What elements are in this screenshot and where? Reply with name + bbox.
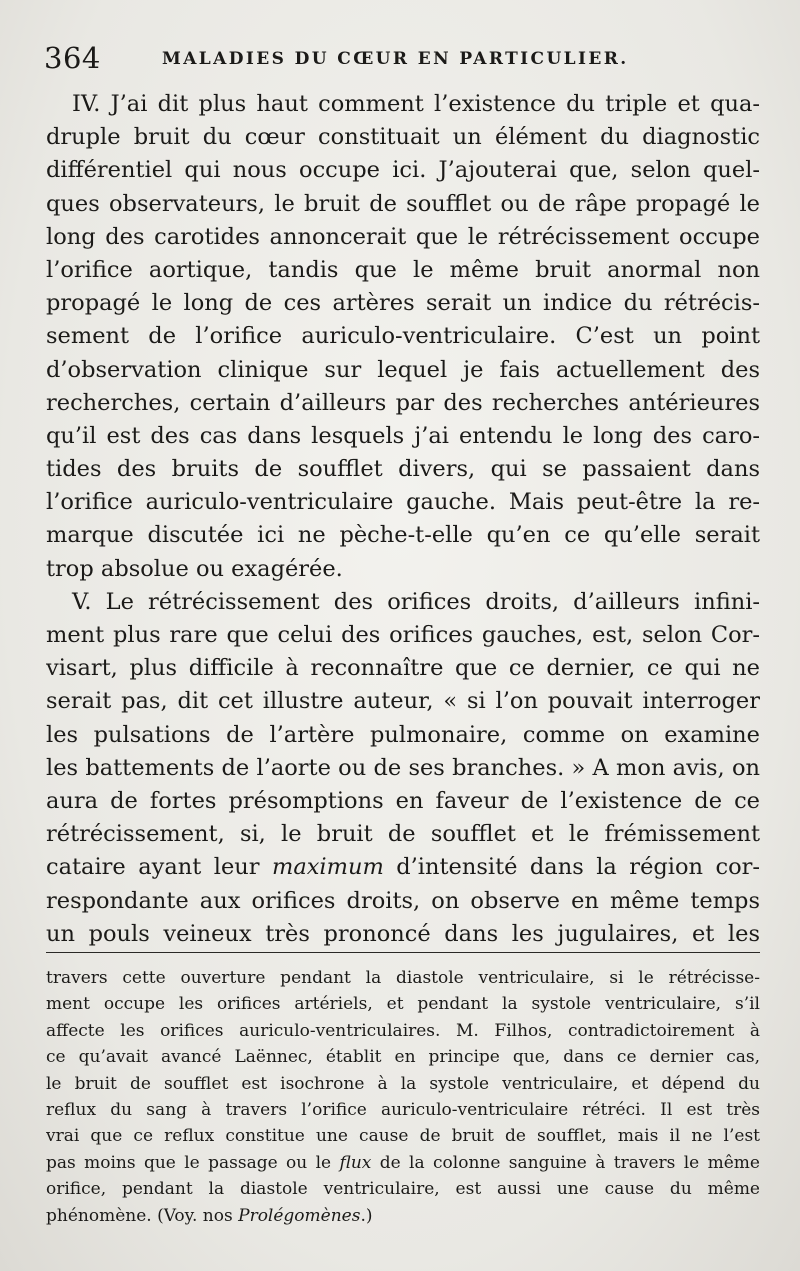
body-line: V. Le rétrécissement des orifices droits, d’ailleurs infini- (72, 588, 760, 615)
body-line: serait pas, dit cet illustre auteur, « si l’on pouvait interroger (46, 688, 760, 715)
body-line: un pouls veineux très prononcé dans les jugulaires, et les (46, 920, 760, 947)
body-line: aura de fortes présomptions en faveur de l’existence de ce (46, 787, 760, 814)
body-line: les battements de l’aorte ou de ses branches. » A mon avis, on (46, 754, 760, 781)
body-line: d’observation clinique sur lequel je fais actuellement des (46, 356, 760, 383)
body-line: ques observateurs, le bruit de soufflet ou de râpe propagé le (46, 190, 760, 217)
footnote-line: orifice, pendant la diastole ventriculaire, est aussi une cause du même (46, 1179, 760, 1200)
body-line: druple bruit du cœur constituait un élément du diagnostic (46, 124, 760, 151)
body-line: l’orifice auriculo-ventriculaire gauche. Mais peut-être la re- (46, 489, 760, 516)
body-line: qu’il est des cas dans lesquels j’ai entendu le long des caro- (46, 422, 760, 449)
line-text: cataire ayant leur (46, 854, 272, 881)
footnote-line: travers cette ouverture pendant la diastole ventriculaire, si le rétrécisse- (46, 968, 760, 988)
body-line: les pulsations de l’artère pulmonaire, comme on examine (46, 721, 760, 748)
body-line: IV. J’ai dit plus haut comment l’existence du triple et qua- (72, 91, 760, 117)
main-text (46, 88, 760, 951)
body-line: ment plus rare que celui des orifices gauches, est, selon Cor- (46, 622, 760, 648)
footnote-line: le bruit de soufflet est isochrone à la systole ventriculaire, et dépend du (46, 1073, 760, 1094)
line-text: phénomène. (Voy. nos (46, 1205, 239, 1226)
line-text: .) (360, 1205, 373, 1226)
body-line: propagé le long de ces artères serait un indice du rétrécis- (46, 290, 760, 317)
footnote-line: reflux du sang à travers l’orifice auriculo-ventriculaire rétréci. Il est très (46, 1099, 760, 1120)
body-line: l’orifice aortique, tandis que le même bruit anormal non (46, 256, 760, 283)
line-text: de la colonne sanguine à travers le même (371, 1152, 760, 1173)
footnote-line: vrai que ce reflux constitue une cause de bruit de soufflet, mais il ne l’est (46, 1126, 760, 1147)
body-line: long des carotides annoncerait que le rétrécissement occupe (46, 223, 760, 250)
body-line: recherches, certain d’ailleurs par des recherches antérieures (46, 389, 760, 416)
footnote-line: ce qu’avait avancé Laënnec, établit en principe que, dans ce dernier cas, (46, 1047, 760, 1068)
body-line: visart, plus difficile à reconnaître que ce dernier, ce qui ne (46, 655, 760, 682)
italic-term: Prolégomènes (238, 1205, 361, 1226)
footnote-line (46, 1203, 760, 1229)
italic-term: maximum (271, 854, 384, 881)
line-text: d’intensité dans la région cor- (383, 854, 760, 881)
italic-term: flux (339, 1152, 372, 1173)
footnote-line (46, 1150, 760, 1176)
body-line: tides des bruits de soufflet divers, qui se passaient dans (46, 456, 760, 483)
footnote-rule (46, 952, 760, 953)
line-text: pas moins que le passage ou le (46, 1152, 340, 1173)
body-line: différentiel qui nous occupe ici. J’ajouterai que, selon quel- (46, 157, 760, 184)
footnote-line: affecte les orifices auriculo-ventriculaires. M. Filhos, contradictoirement à (46, 1020, 760, 1041)
body-line: marque discutée ici ne pèche-t-elle qu’en ce qu’elle serait (46, 522, 760, 549)
page-number: 364 (44, 41, 101, 75)
footnote-line: ment occupe les orifices artériels, et pendant la systole ventriculaire, s’il (46, 994, 760, 1015)
body-line: respondante aux orifices droits, on observe en même temps (46, 887, 760, 914)
body-line: rétrécissement, si, le bruit de soufflet et le frémissement (46, 821, 760, 848)
body-line (46, 851, 760, 884)
page-header (44, 38, 756, 78)
footnote-text (46, 965, 760, 1229)
body-line: trop absolue ou exagérée. (46, 555, 343, 582)
running-title: MALADIES DU CŒUR EN PARTICULIER. (162, 49, 629, 69)
body-line: sement de l’orifice auriculo-ventriculaire. C’est un point (46, 323, 760, 350)
